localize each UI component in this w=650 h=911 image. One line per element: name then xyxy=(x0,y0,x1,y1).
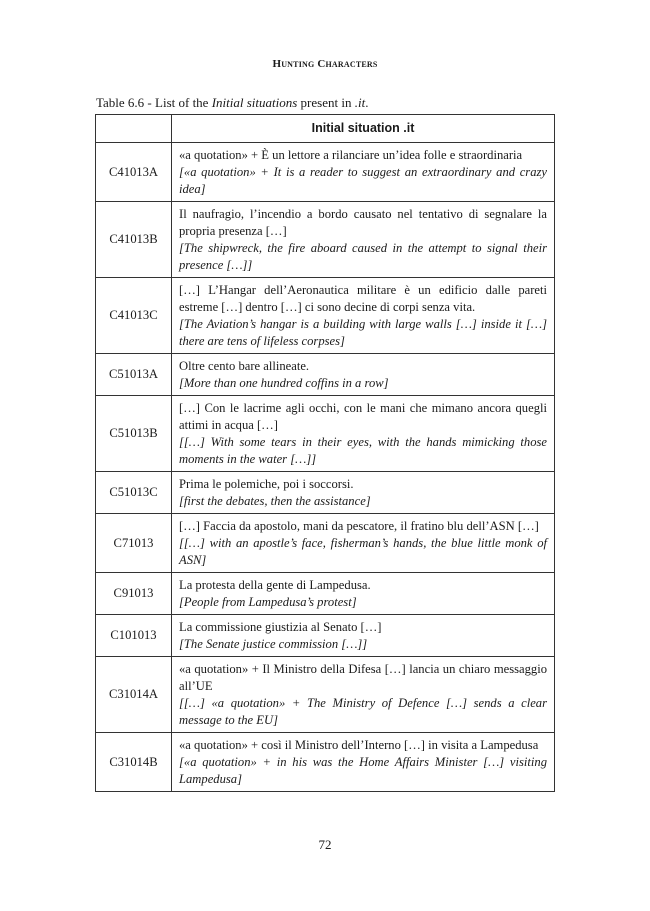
table-row xyxy=(96,514,555,573)
initial-situations-table xyxy=(95,114,555,792)
row-code: C41013C xyxy=(96,278,172,354)
original-text: La protesta della gente di Lampedusa. xyxy=(179,578,371,592)
row-situation xyxy=(172,573,555,615)
row-code: C41013B xyxy=(96,202,172,278)
translation-text: [People from Lampedusa’s protest] xyxy=(179,595,357,609)
row-code: C51013B xyxy=(96,396,172,472)
row-situation xyxy=(172,143,555,202)
translation-text: [[…] «a quotation» + The Ministry of Defence […] sends a clear message to the EU] xyxy=(179,696,547,727)
original-text: […] L’Hangar dell’Aeronautica militare è un edificio dalle pareti estreme […] dentro […] ci sono decine di corpi senza vita. xyxy=(179,283,547,314)
row-code: C91013 xyxy=(96,573,172,615)
translation-text: [«a quotation» + It is a reader to suggest an extraordinary and crazy idea] xyxy=(179,165,547,196)
row-code: C41013A xyxy=(96,143,172,202)
row-situation xyxy=(172,514,555,573)
original-text: «a quotation» + così il Ministro dell’Interno […] in visita a Lampedusa xyxy=(179,738,539,752)
table-row xyxy=(96,202,555,278)
row-code: C31014A xyxy=(96,657,172,733)
table-row xyxy=(96,733,555,792)
table-row xyxy=(96,657,555,733)
table-row xyxy=(96,615,555,657)
row-situation xyxy=(172,354,555,396)
row-situation xyxy=(172,657,555,733)
original-text: […] Con le lacrime agli occhi, con le mani che mimano ancora quegli attimi in acqua […] xyxy=(179,401,547,432)
table-row xyxy=(96,278,555,354)
row-code: C31014B xyxy=(96,733,172,792)
translation-text: [The Senate justice commission […]] xyxy=(179,637,368,651)
header-blank-cell xyxy=(96,115,172,143)
translation-text: [[…] With some tears in their eyes, with the hands mimicking those moments in the water […]] xyxy=(179,435,547,466)
header-initial-situation: Initial situation .it xyxy=(172,115,555,143)
table-caption xyxy=(96,95,368,111)
row-code: C51013C xyxy=(96,472,172,514)
translation-text: [«a quotation» + in his was the Home Affairs Minister […] visiting Lampedusa] xyxy=(179,755,547,786)
row-situation xyxy=(172,615,555,657)
caption-italic-initial-situations: Initial situations xyxy=(211,95,298,110)
row-situation xyxy=(172,733,555,792)
row-code: C101013 xyxy=(96,615,172,657)
original-text: Prima le polemiche, poi i soccorsi. xyxy=(179,477,354,491)
original-text: La commissione giustizia al Senato […] xyxy=(179,620,382,634)
translation-text: [The Aviation’s hangar is a building with large walls […] inside it […] there are tens of lifeless corpses] xyxy=(179,317,547,348)
translation-text: [More than one hundred coffins in a row] xyxy=(179,376,389,390)
table-header-row xyxy=(96,115,555,143)
row-situation xyxy=(172,472,555,514)
row-situation xyxy=(172,396,555,472)
original-text: «a quotation» + È un lettore a rilanciare un’idea folle e straordinaria xyxy=(179,148,523,162)
row-situation xyxy=(172,278,555,354)
table-row xyxy=(96,472,555,514)
page-number: 72 xyxy=(318,837,332,852)
table-row xyxy=(96,396,555,472)
caption-suffix: . xyxy=(365,95,369,110)
caption-middle: present in xyxy=(297,95,355,110)
caption-prefix: Table 6.6 - List of the xyxy=(96,95,212,110)
row-code: C51013A xyxy=(96,354,172,396)
original-text: Oltre cento bare allineate. xyxy=(179,359,310,373)
table-row xyxy=(96,143,555,202)
table-row xyxy=(96,354,555,396)
running-head: Hunting Characters xyxy=(272,58,378,70)
translation-text: [[…] with an apostle’s face, fisherman’s hands, the blue little monk of ASN] xyxy=(179,536,547,567)
table-row xyxy=(96,573,555,615)
row-situation xyxy=(172,202,555,278)
translation-text: [first the debates, then the assistance] xyxy=(179,494,371,508)
caption-italic-it: .it xyxy=(354,95,366,110)
translation-text: [The shipwreck, the fire aboard caused in the attempt to signal their presence […]] xyxy=(179,241,547,272)
original-text: […] Faccia da apostolo, mani da pescatore, il fratino blu dell’ASN […] xyxy=(179,519,539,533)
original-text: «a quotation» + Il Ministro della Difesa […] lancia un chiaro messaggio all’UE xyxy=(179,662,547,693)
row-code: C71013 xyxy=(96,514,172,573)
original-text: Il naufragio, l’incendio a bordo causato nel tentativo di segnalare la propria presenza […] xyxy=(179,207,547,238)
